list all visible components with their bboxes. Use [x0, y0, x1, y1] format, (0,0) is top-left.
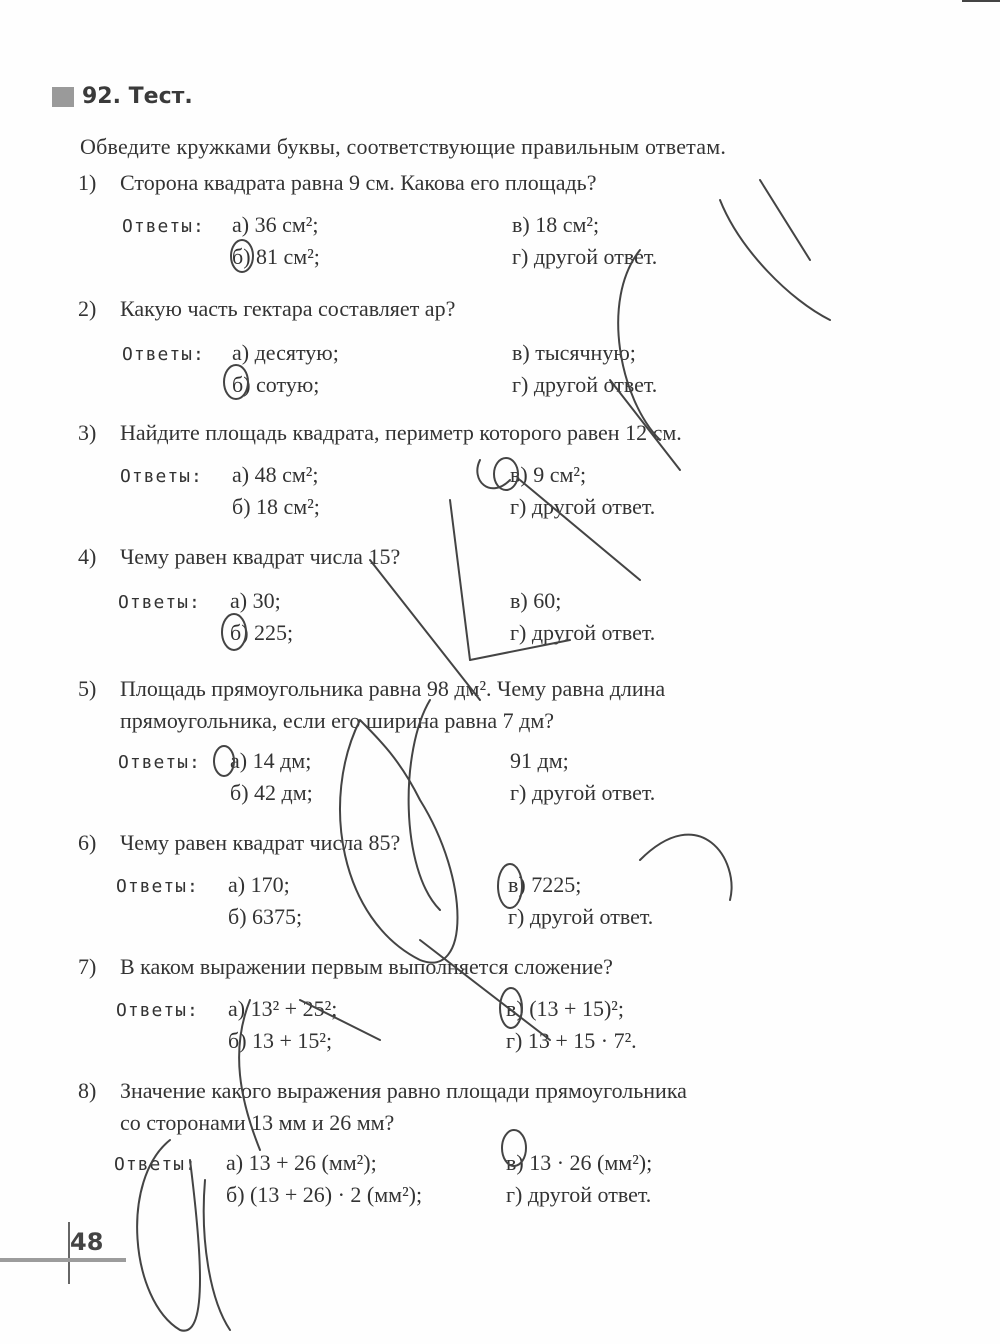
question-number: 6): [78, 830, 97, 855]
option-b: б) 6375;: [228, 904, 303, 929]
page-number: 48: [70, 1228, 104, 1256]
question-text: прямоугольника, если его ширина равна 7 дм?: [120, 708, 555, 733]
scan-edge-mark: [962, 0, 1000, 2]
question-number: 4): [78, 544, 97, 569]
option-g: г) другой ответ.: [510, 780, 656, 805]
exercise-header: [52, 84, 193, 109]
option-g: г) другой ответ.: [510, 494, 656, 519]
option-v: в) 13 · 26 (мм²);: [506, 1150, 653, 1175]
option-g: г) другой ответ.: [508, 904, 654, 929]
option-a: а) десятую;: [232, 340, 339, 365]
option-v: в) 7225;: [508, 872, 582, 897]
option-g: г) 13 + 15 · 7².: [506, 1028, 637, 1053]
question-text: Площадь прямоугольника равна 98 дм². Чему равна длина: [120, 676, 666, 701]
question-number: 1): [78, 170, 97, 195]
question-text: Найдите площадь квадрата, периметр которого равен 12 см.: [120, 420, 682, 445]
answers-label: Ответы:: [120, 466, 203, 487]
option-g: г) другой ответ.: [512, 372, 658, 397]
option-a: а) 13 + 26 (мм²);: [226, 1150, 377, 1175]
question-number: 7): [78, 954, 97, 979]
question-text: Какую часть гектара составляет ар?: [120, 296, 456, 321]
option-g: г) другой ответ.: [512, 244, 658, 269]
option-g: г) другой ответ.: [510, 620, 656, 645]
header-square-icon: [52, 87, 74, 107]
option-b: б) сотую;: [232, 372, 320, 397]
option-b: б) 18 см²;: [232, 494, 320, 519]
option-a: а) 30;: [230, 588, 281, 613]
option-b: б) 225;: [230, 620, 294, 645]
option-v: в) 9 см²;: [510, 462, 587, 487]
option-a: а) 13² + 25²;: [228, 996, 338, 1021]
option-v: 91 дм;: [510, 748, 569, 773]
question-text: Чему равен квадрат числа 85?: [120, 830, 401, 855]
option-a: а) 14 дм;: [230, 748, 312, 773]
answers-label: Ответы:: [116, 1000, 199, 1021]
option-v: в) 60;: [510, 588, 562, 613]
answers-label: Ответы:: [122, 216, 205, 237]
option-b: б) 42 дм;: [230, 780, 313, 805]
answers-label: Ответы:: [122, 344, 205, 365]
answers-label: Ответы:: [114, 1154, 197, 1175]
exercise-title: Тест.: [128, 84, 193, 109]
question-text: со сторонами 13 мм и 26 мм?: [120, 1110, 395, 1135]
option-b: б) 13 + 15²;: [228, 1028, 333, 1053]
question-number: 5): [78, 676, 97, 701]
question-text: Значение какого выражения равно площади прямоугольника: [120, 1078, 687, 1103]
option-a: а) 36 см²;: [232, 212, 319, 237]
question-number: 2): [78, 296, 97, 321]
answers-label: Ответы:: [118, 752, 201, 773]
option-v: в) 18 см²;: [512, 212, 600, 237]
question-number: 3): [78, 420, 97, 445]
answers-label: Ответы:: [118, 592, 201, 613]
question-number: 8): [78, 1078, 97, 1103]
question-text: Чему равен квадрат числа 15?: [120, 544, 401, 569]
option-g: г) другой ответ.: [506, 1182, 652, 1207]
footer-rule: [0, 1258, 126, 1262]
instruction-text: Обведите кружками буквы, соответствующие правильным ответам.: [80, 134, 727, 159]
option-a: а) 170;: [228, 872, 290, 897]
exercise-number: 92.: [82, 84, 121, 109]
option-b: б) 81 см²;: [232, 244, 320, 269]
question-text: Сторона квадрата равна 9 см. Какова его площадь?: [120, 170, 597, 195]
option-v: в) тысячную;: [512, 340, 636, 365]
question-text: В каком выражении первым выполняется сложение?: [120, 954, 613, 979]
option-v: в) (13 + 15)²;: [506, 996, 624, 1021]
option-b: б) (13 + 26) · 2 (мм²);: [226, 1182, 423, 1207]
option-a: а) 48 см²;: [232, 462, 319, 487]
answers-label: Ответы:: [116, 876, 199, 897]
